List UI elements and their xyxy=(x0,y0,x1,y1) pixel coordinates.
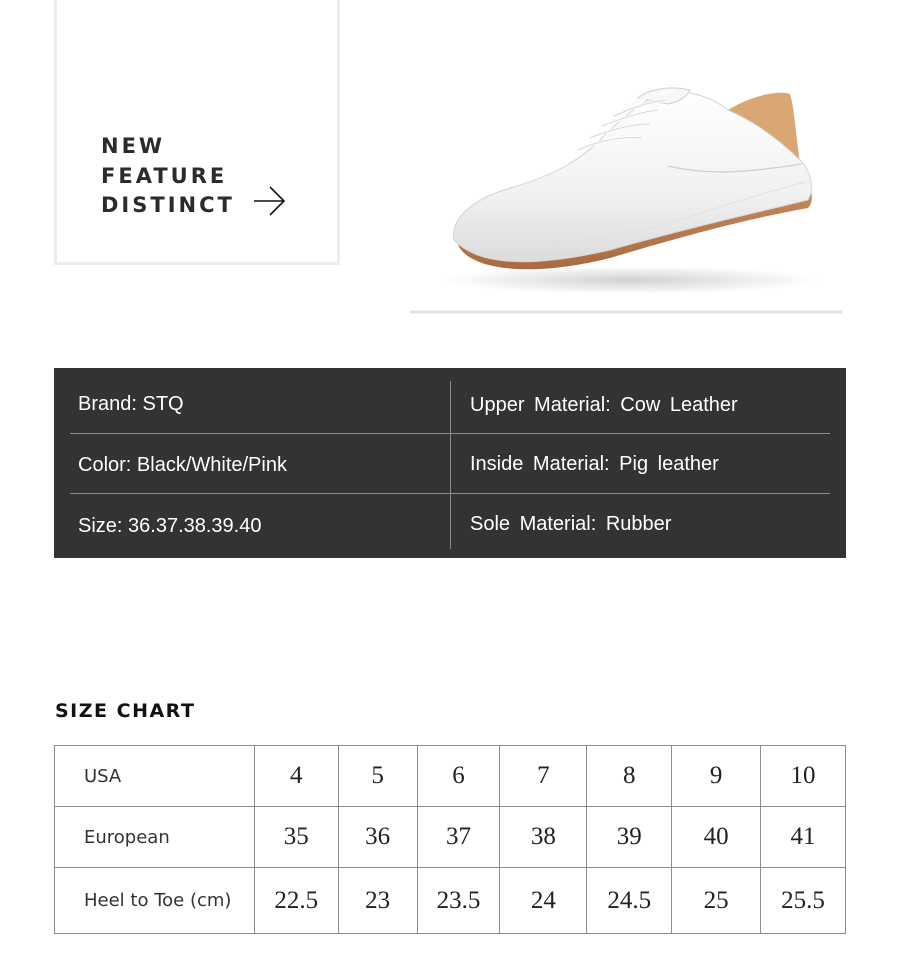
row-label: USA xyxy=(55,746,255,807)
feature-line-1: NEW xyxy=(101,134,166,158)
table-cell: 38 xyxy=(500,807,587,868)
spec-divider-horizontal xyxy=(70,433,830,434)
table-cell: 7 xyxy=(500,746,587,807)
table-cell: 5 xyxy=(338,746,417,807)
table-cell: 24.5 xyxy=(587,868,672,934)
table-cell: 9 xyxy=(672,746,761,807)
table-cell: 22.5 xyxy=(254,868,338,934)
table-row xyxy=(55,807,846,868)
feature-heading xyxy=(101,132,235,221)
spec-divider-vertical xyxy=(450,381,451,549)
table-cell: 10 xyxy=(761,746,846,807)
new-feature-card[interactable] xyxy=(54,0,340,265)
table-cell: 36 xyxy=(338,807,417,868)
feature-line-2: FEATURE xyxy=(101,163,228,188)
size-chart-table xyxy=(54,745,846,934)
spec-color: Color: Black/White/Pink xyxy=(78,454,287,476)
spec-sole-material: Sole Material: Rubber xyxy=(470,513,672,535)
table-cell: 39 xyxy=(587,807,672,868)
table-cell: 6 xyxy=(417,746,500,807)
feature-line-3: DISTINCT xyxy=(101,193,235,217)
spec-inside-material: Inside Material: Pig leather xyxy=(470,453,719,475)
table-cell: 25.5 xyxy=(761,868,846,934)
table-cell: 23 xyxy=(338,868,417,934)
table-cell: 24 xyxy=(500,868,587,934)
table-cell: 4 xyxy=(254,746,338,807)
arrow-right-icon[interactable] xyxy=(253,186,287,216)
spec-divider-horizontal xyxy=(70,493,830,494)
table-cell: 25 xyxy=(672,868,761,934)
row-label: Heel to Toe (cm) xyxy=(55,868,255,934)
size-chart-title: SIZE CHART xyxy=(55,700,196,722)
specifications-panel xyxy=(54,368,846,558)
table-cell: 35 xyxy=(254,807,338,868)
table-cell: 37 xyxy=(417,807,500,868)
shoe-image xyxy=(410,80,844,330)
table-row xyxy=(55,868,846,934)
table-row xyxy=(55,746,846,807)
table-cell: 8 xyxy=(587,746,672,807)
spec-upper-material: Upper Material: Cow Leather xyxy=(470,394,738,416)
table-cell: 41 xyxy=(761,807,846,868)
table-cell: 23.5 xyxy=(417,868,500,934)
table-cell: 40 xyxy=(672,807,761,868)
row-label: European xyxy=(55,807,255,868)
spec-size: Size: 36.37.38.39.40 xyxy=(78,515,262,537)
spec-brand: Brand: STQ xyxy=(78,393,184,415)
